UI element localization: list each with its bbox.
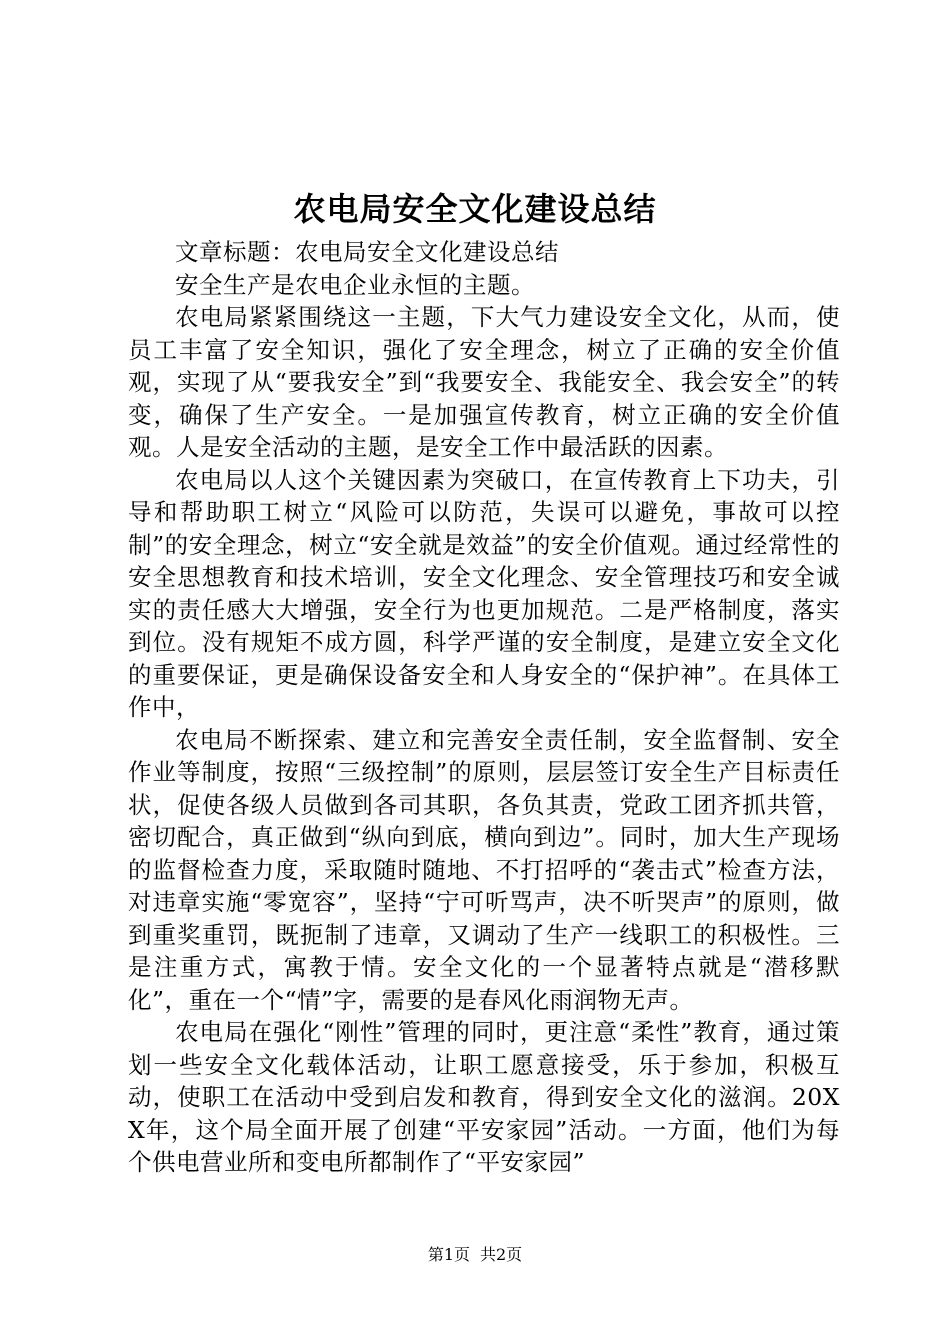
page-total: 共2页 [480,1245,523,1264]
paragraph: 农电局紧紧围绕这一主题，下大气力建设安全文化，从而，使员工丰富了安全知识，强化了安全理念，树立了正确的安全价值观，实现了从“要我安全”到“我要安全、我能安全、我会安全”的转变，确保了生产安全。一是加强宣传教育，树立正确的安全价值观。人是安全活动的主题，是安全工作中最活跃的因素。 [128,303,840,461]
paragraph: 农电局以人这个关键因素为突破口，在宣传教育上下功夫，引导和帮助职工树立“风险可以防范，失误可以避免，事故可以控制”的安全理念，树立“安全就是效益”的安全价值观。通过经常性的安全思想教育和技术培训，安全文化理念、安全管理技巧和安全诚实的责任感大大增强，安全行为也更加规范。二是严格制度，落实到位。没有规矩不成方圆，科学严谨的安全制度，是建立安全文化的重要保证，更是确保设备安全和人身安全的“保护神”。在具体工作中， [128,465,840,721]
paragraph: 农电局在强化“刚性”管理的同时，更注意“柔性”教育，通过策划一些安全文化载体活动，让职工愿意接受，乐于参加，积极互动，使职工在活动中受到启发和教育，得到安全文化的滋润。20XX年，这个局全面开展了创建“平安家园”活动。一方面，他们为每个供电营业所和变电所都制作了“平安家园” [128,1018,840,1176]
paragraph: 农电局不断探索、建立和完善安全责任制，安全监督制、安全作业等制度，按照“三级控制”的原则，层层签订安全生产目标责任状，促使各级人员做到各司其职，各负其责，党政工团齐抓共管，密切配合，真正做到“纵向到底，横向到边”。同时，加大生产现场的监督检查力度，采取随时随地、不打招呼的“袭击式”检查方法，对违章实施“零宽容”，坚持“宁可听骂声，决不听哭声”的原则，做到重奖重罚，既扼制了违章，又调动了生产一线职工的积极性。三是注重方式，寓教于情。安全文化的一个显著特点就是“潜移默化”，重在一个“情”字，需要的是春风化雨润物无声。 [128,725,840,1014]
page-number: 第1页 [427,1245,470,1264]
paragraph: 安全生产是农电企业永恒的主题。 [175,270,535,299]
article-title-line: 文章标题：农电局安全文化建设总结 [175,238,559,266]
page-footer [0,1243,950,1267]
document-title: 农电局安全文化建设总结 [293,190,657,228]
document-body [128,236,840,1179]
